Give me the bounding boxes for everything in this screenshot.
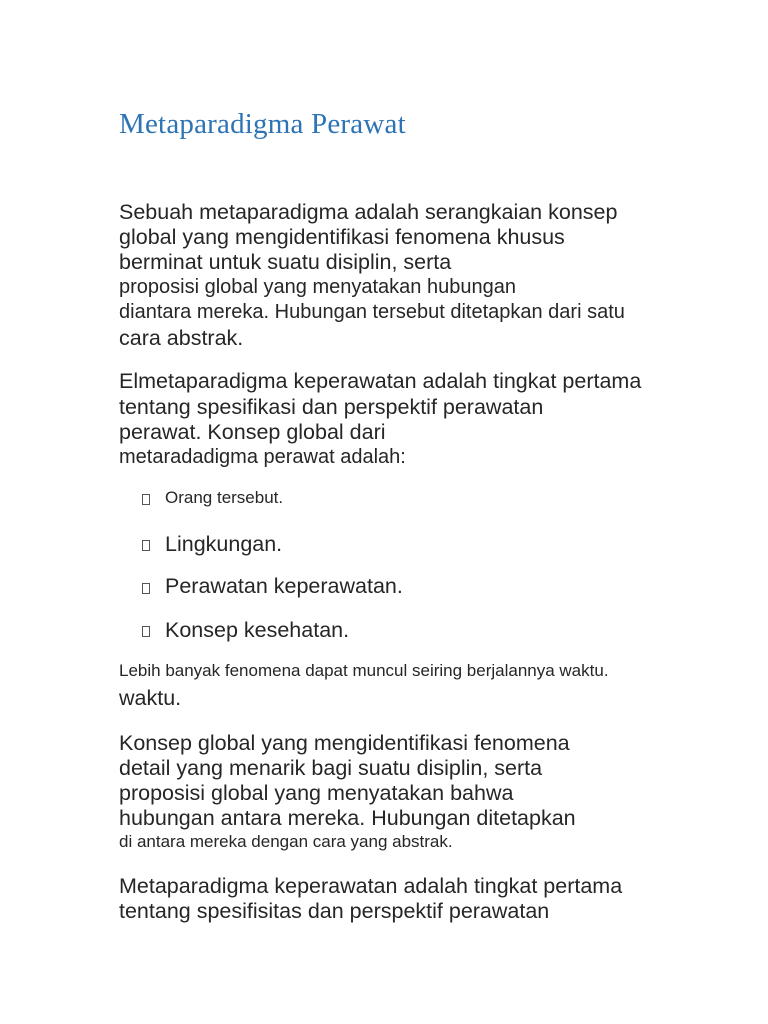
- paragraph-3-line: proposisi global yang menyatakan bahwa: [119, 781, 514, 805]
- bullet-item: Perawatan keperawatan.: [165, 574, 403, 598]
- paragraph-3-line: Konsep global yang mengidentifikasi fenomena: [119, 731, 570, 755]
- paragraph-1-line: proposisi global yang menyatakan hubungan: [119, 276, 516, 298]
- bullet-marker-icon: [142, 494, 150, 505]
- paragraph-1-line: global yang mengidentifikasi fenomena khusus: [119, 225, 565, 249]
- paragraph-1-line: Sebuah metaparadigma adalah serangkaian konsep: [119, 200, 618, 224]
- bullet-item: Lingkungan.: [165, 532, 283, 556]
- document-title: Metaparadigma Perawat: [119, 108, 406, 140]
- bullet-marker-icon: [142, 583, 150, 594]
- note-line: Lebih banyak fenomena dapat muncul seiring berjalannya waktu.: [119, 661, 609, 680]
- paragraph-2-line: metaradadigma perawat adalah:: [119, 446, 406, 468]
- paragraph-1-line: cara abstrak.: [119, 326, 244, 350]
- bullet-item: Konsep kesehatan.: [165, 618, 350, 642]
- paragraph-2-line: Elmetaparadigma keperawatan adalah tingkat pertama: [119, 369, 642, 393]
- paragraph-2-line: perawat. Konsep global dari: [119, 420, 386, 444]
- bullet-marker-icon: [142, 626, 150, 637]
- paragraph-4-line: tentang spesifisitas dan perspektif perawatan: [119, 899, 550, 923]
- paragraph-1-line: diantara mereka. Hubungan tersebut ditetapkan dari satu: [119, 301, 625, 323]
- paragraph-2-line: tentang spesifikasi dan perspektif perawatan: [119, 395, 544, 419]
- paragraph-3-line: hubungan antara mereka. Hubungan ditetapkan: [119, 806, 576, 830]
- paragraph-3-line: di antara mereka dengan cara yang abstrak.: [119, 832, 453, 851]
- bullet-item: Orang tersebut.: [165, 488, 284, 507]
- paragraph-1-line: berminat untuk suatu disiplin, serta: [119, 250, 452, 274]
- note-line: waktu.: [119, 686, 182, 710]
- bullet-marker-icon: [142, 540, 150, 551]
- paragraph-4-line: Metaparadigma keperawatan adalah tingkat pertama: [119, 874, 623, 898]
- paragraph-3-line: detail yang menarik bagi suatu disiplin, serta: [119, 756, 543, 780]
